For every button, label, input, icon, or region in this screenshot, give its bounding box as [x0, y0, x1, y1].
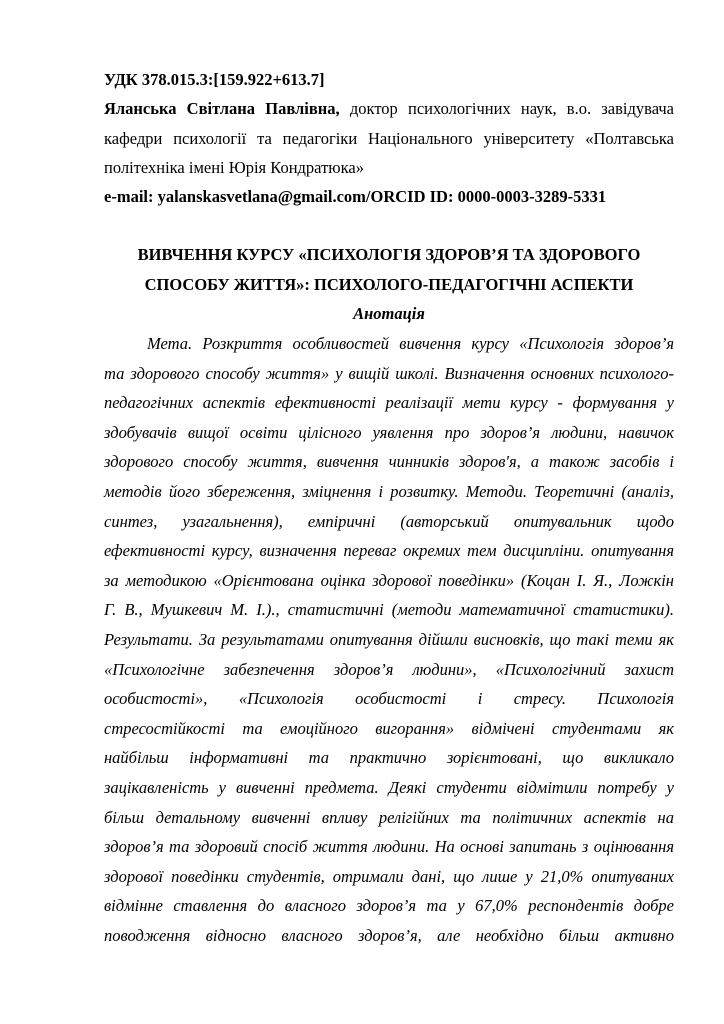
- abstract-line: Результати. За результатами опитування дійшли висновків, що такі теми як: [104, 630, 674, 649]
- abstract-line: Мета. Розкриття особливостей вивчення курсу «Психологія здоров’я: [147, 334, 674, 353]
- author-affiliation-1: доктор психологічних наук, в.о. завідувача: [339, 99, 675, 118]
- abstract-line: здоров’я та здоровий спосіб життя людини. На основі запитань з оцінювання: [104, 837, 674, 857]
- abstract-line: особистості», «Психологія особистості і стресу. Психологія: [104, 689, 674, 709]
- author-contact: e-mail: yalanskasvetlana@gmail.com/ORCID ID: 0000-0003-3289-5331: [104, 187, 607, 206]
- author-name: Яланська Світлана Павлівна,: [104, 99, 340, 118]
- author-affiliation-2: кафедри психології та педагогіки Національного університету «Полтавська: [104, 129, 674, 148]
- abstract-line: більш детальному вивченні впливу релігійних та політичних аспектів на: [104, 807, 674, 827]
- abstract-line: поводження відносно власного здоров’я, але необхідно більш активно: [104, 926, 674, 945]
- abstract-line: відмінне ставлення до власного здоров’я та у 67,0% респондентів добре: [104, 896, 674, 916]
- abstract-line: методів його збереження, зміцнення і розвитку. Методи. Теоретичні (аналіз,: [104, 482, 674, 501]
- abstract-line: педагогічних аспектів ефективності реалізації мети курсу - формування у: [104, 393, 674, 413]
- abstract-line: найбільш інформативні та практично зорієнтовані, що викликало: [104, 748, 674, 768]
- abstract-heading: Анотація: [353, 304, 425, 323]
- abstract-line: здорового способу життя, вивчення чинників здоров'я, а також засобів і: [104, 452, 674, 472]
- abstract-line: здорової поведінки студентів, отримали дані, що лише у 21,0% опитуваних: [104, 866, 674, 886]
- abstract-line: «Психологічне забезпечення здоров’я людини», «Психологічний захист: [104, 659, 674, 679]
- article-title-line-2: СПОСОБУ ЖИТТЯ»: ПСИХОЛОГО-ПЕДАГОГІЧНІ АСПЕКТИ: [144, 275, 634, 294]
- article-title-line-1: ВИВЧЕННЯ КУРСУ «ПСИХОЛОГІЯ ЗДОРОВ’Я ТА ЗДОРОВОГО: [137, 245, 641, 264]
- author-line-1: [104, 99, 674, 119]
- abstract-line: синтез, узагальнення), емпіричні (авторський опитувальник щодо: [104, 511, 674, 531]
- abstract-line: та здорового способу життя» у вищій школі. Визначення основних психолого-: [104, 363, 674, 383]
- abstract-line: здобувачів вищої освіти цілісного уявлення про здоров’я людини, навичок: [104, 422, 674, 442]
- abstract-line: за методикою «Орієнтована оцінка здорової поведінки» (Коцан І. Я., Ложкін: [104, 570, 674, 590]
- author-affiliation-3: політехніка імені Юрія Кондратюка»: [104, 158, 364, 177]
- abstract-line: зацікавленість у вивченні предмета. Деякі студенти відмітили потребу у: [104, 778, 674, 797]
- abstract-line: ефективності курсу, визначення переваг окремих тем дисципліни. опитування: [104, 541, 674, 561]
- udc-code: УДК 378.015.3:[159.922+613.7]: [104, 70, 325, 89]
- abstract-line: Г. В., Мушкевич М. І.)., статистичні (методи математичної статистики).: [104, 600, 674, 620]
- abstract-line: стресостійкості та емоційного вигорання» відмічені студентами як: [104, 718, 674, 738]
